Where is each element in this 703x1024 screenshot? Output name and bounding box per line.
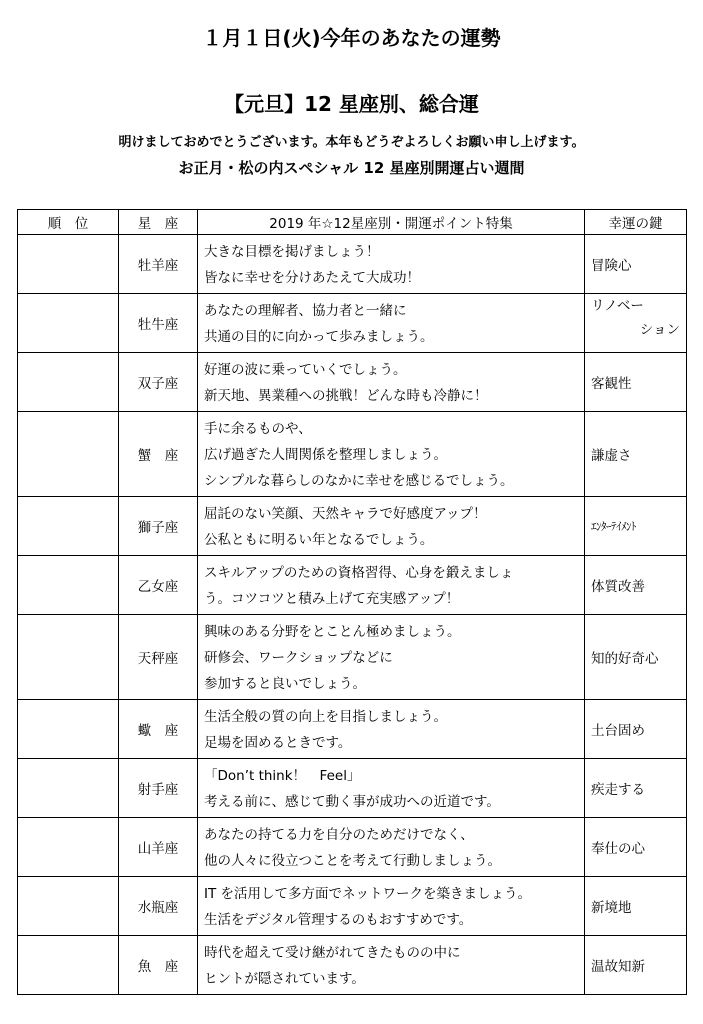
points-cell [198,700,585,759]
table-row [18,497,687,556]
points-line: 好運の波に乗っていくでしょう。 [204,362,407,378]
lucky-key-cell: 疾走する [585,759,687,818]
points-line: スキルアップのための資格習得、心身を鍛えましょ [204,565,514,581]
sign-cell: 魚 座 [119,936,198,995]
points-cell [198,936,585,995]
sign-cell: 蟹 座 [119,412,198,497]
rank-cell [18,936,119,995]
points-line: 皆なに幸せを分けあたえて大成功！ [204,270,420,286]
rank-cell [18,235,119,294]
points-line: 新天地、異業種への挑戦！どんな時も冷静に！ [204,388,488,404]
points-line: 他の人々に役立つことを考えて行動しましょう。 [204,853,501,869]
special-heading: お正月・松の内スペシャル 12 星座別開運占い週間 [178,159,525,177]
points-line: 広げ過ぎた人間関係を整理しましょう。 [204,447,447,463]
sign-cell: 天秤座 [119,615,198,700]
lucky-key-cell: 体質改善 [585,556,687,615]
table-row [18,556,687,615]
sign-cell: 牡羊座 [119,235,198,294]
header-sign: 星 座 [119,210,198,235]
lucky-key-part: ション [639,322,680,338]
sign-cell: 山羊座 [119,818,198,877]
table-row [18,615,687,700]
points-line: 考える前に、感じて動く事が成功への近道です。 [204,794,500,810]
rank-cell [18,353,119,412]
sign-cell: 獅子座 [119,497,198,556]
points-line: 生活をデジタル管理するのもおすすめです。 [204,912,473,928]
lucky-key-part: リノベー [591,298,644,314]
sign-cell: 牡牛座 [119,294,198,353]
points-cell [198,412,585,497]
table-row [18,412,687,497]
rank-cell [18,412,119,497]
points-cell [198,556,585,615]
points-line: 研修会、ワークショップなどに [204,650,393,666]
sign-cell: 水瓶座 [119,877,198,936]
points-line: う。コツコツと積み上げて充実感アップ！ [204,591,460,607]
lucky-key-cell: 土台固め [585,700,687,759]
points-cell [198,877,585,936]
greeting-text: 明けましておめでとうございます。本年もどうぞよろしくお願い申し上げます。 [118,135,585,150]
rank-cell [18,556,119,615]
points-cell [198,497,585,556]
horoscope-table [17,209,687,995]
rank-cell [18,759,119,818]
points-line: あなたの理解者、協力者と一緒に [204,303,407,319]
points-line: 生活全般の質の向上を目指しましょう。 [204,709,447,725]
rank-cell [18,818,119,877]
table-row [18,294,687,353]
points-line: 公私ともに明るい年となるでしょう。 [204,532,434,548]
sign-cell: 射手座 [119,759,198,818]
points-line: 足場を固めるときです。 [204,735,352,751]
points-line: 「Don’t think！ Feel」 [204,768,361,784]
points-line: 時代を超えて受け継がれてきたものの中に [204,945,461,961]
sign-cell: 乙女座 [119,556,198,615]
table-header-row [18,210,687,235]
table-row [18,700,687,759]
rank-cell [18,294,119,353]
points-line: IT を活用して多方面でネットワークを築きましょう。 [204,886,532,902]
table-row [18,759,687,818]
rank-cell [18,615,119,700]
points-line: 手に余るものや、 [204,421,312,437]
points-cell [198,294,585,353]
points-line: 大きな目標を掲げましょう！ [204,244,380,260]
points-cell [198,759,585,818]
points-line: 興味のある分野をとことん極めましょう。 [204,624,461,640]
sign-cell: 双子座 [119,353,198,412]
header-rank: 順 位 [18,210,119,235]
rank-cell [18,700,119,759]
rank-cell [18,497,119,556]
points-line: 屈託のない笑顔、天然キャラで好感度アップ！ [204,506,487,522]
table-row [18,818,687,877]
table-row [18,877,687,936]
points-line: 共通の目的に向かって歩みましょう。 [204,329,434,345]
lucky-key-cell: 知的好奇心 [585,615,687,700]
lucky-key-cell: 新境地 [585,877,687,936]
points-line: シンプルな暮らしのなかに幸せを感じるでしょう。 [204,473,514,489]
table-body [18,235,687,995]
lucky-key-cell: 謙虚さ [585,412,687,497]
points-cell [198,235,585,294]
lucky-key-cell: 温故知新 [585,936,687,995]
header-points: 2019 年☆12星座別・開運ポイント特集 [198,210,585,235]
lucky-key-cell: 客観性 [585,353,687,412]
page-subtitle: 【元旦】12 星座別、総合運 [224,92,479,116]
table-row [18,936,687,995]
header-key: 幸運の鍵 [585,210,687,235]
points-line: ヒントが隠されています。 [204,971,365,987]
points-cell [198,615,585,700]
table-row [18,235,687,294]
points-line: 参加すると良いでしょう。 [204,676,366,692]
page-title: １月１日(火)今年のあなたの運勢 [202,26,501,50]
lucky-key-cell [585,294,687,353]
points-line: あなたの持てる力を自分のためだけでなく、 [204,827,474,843]
rank-cell [18,877,119,936]
lucky-key-cell: ｴﾝﾀｰﾃｲﾒﾝﾄ [585,497,687,556]
lucky-key-cell: 奉仕の心 [585,818,687,877]
table-row [18,353,687,412]
points-cell [198,818,585,877]
lucky-key-cell: 冒険心 [585,235,687,294]
sign-cell: 蠍 座 [119,700,198,759]
points-cell [198,353,585,412]
